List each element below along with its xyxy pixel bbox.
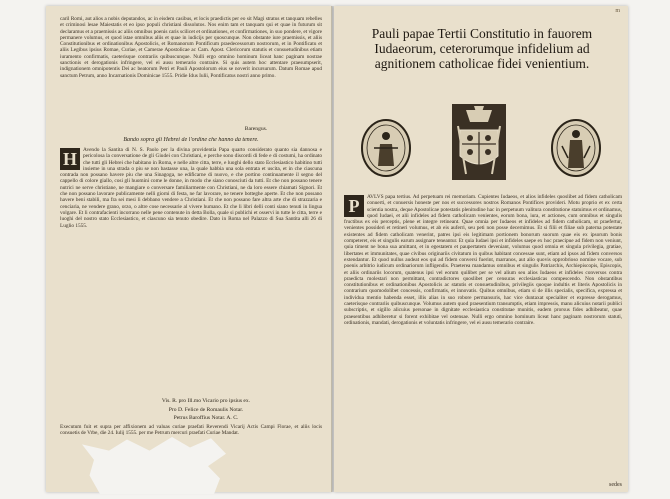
left-paragraph-2 bbox=[60, 147, 322, 395]
page-catchword: sedes bbox=[609, 482, 622, 488]
constitution-body bbox=[344, 194, 622, 484]
constitution-title: Pauli papae Tertii Constitutio in fauorem Iudaeorum, ceterorumque infidelium ad agnitionem catholicae fidei venientium. bbox=[371, 26, 593, 71]
papal-seal-icon bbox=[360, 118, 412, 178]
left-bando-heading: Bando sopra gli Hebrei de l'ordine che hanno da tenere. bbox=[123, 137, 259, 143]
left-paragraph-1: caril Romi, aut alios a nobis deputandos, ac in eisdem casibus, et locis praedictis per eo sit Magi stratus et tanquam rebelles et criminosi lesae Maiestatis et eo ipso populi christiani dissolutos. Nos enim tam et tanquam qui et quae in futurum sit declaramus et a praemissis ac aliis omnibus poenis caris scilicet et ordinationes, et confirmationes, in suo pondere, et vigore permanere volumus, et quod istae omnibus aliis et quae in iudicijs per quoscunque. Non obstante iure praemissis, et aliis Constitutionibus et ordinationibus Apostolicis, et Romanorum Pontificum praedecessorum nostrorum, et in Pontificatu et aliis Legibus ipsius Romae, Curiae, et Camerae Apostolicae ac Cam. Apost. Clericorum statutis et consuetudinibus etiam iuramento confirmatis, caeterisque contrariis quibuscunque. Nulli ergo omnino hominum liceat hanc paginam nostrae sanctionis et derogationis infringere, vel ei ausu temerario contraire. Si quis autem hoc attentare praesumpserit, indignationem omnipotentis Dei ac beatorum Petri et Pauli Apostolorum eius se noverit incursurum. Datum Romae apud sanctum Petrum, anno Incarnationis Dominicae 1555. Pridie Idus Iulii, Pontificatus nostri anno primo. bbox=[60, 16, 322, 79]
left-signature-barengus: Barengus. bbox=[244, 126, 268, 132]
constitution-text: AVLVS papa tertius. Ad perpetuam rei memoriam. Cupientes Iudaeos, et alios infideles quoslibet ad fidem catholicam conuerti, et conuersis honeste per nos et successores nostros Romanos Pontifices provideri. Motu proprio et ex certa scientia nostra, deque Apostolicae potestatis plenitudine hac in perpetuum valitura constitutione statuimus et ordinamus, quod Iudaei, et alii infideles ad fidem catholicam venientes, eorum bona, iura, et actiones, cum omnibus et singulis fructibus ex eis perceptis, plene et integre retineant. Quae omnia per Iudaeos et infideles ad fidem catholicam, ut praefertur, venientes possideri et retineri volumus, et ab eis auferri, seu peti non posse decernimus. Et si filii et filiae sub paterna potestate existentes ad fidem catholicam venerint, patres ipsi eis legitimam portionem bonorum suorum quae eis ex ipsorum bonis competeret, eis et singulis earum assignare teneantur. Et quia Iudaei ipsi et infideles saepe ex hoc praecipue ad fidem non veniunt, quia timent ne bona sua amittant, et in egestatem et paupertatem deveniant, volumus quod omnia et singula privilegia, gratiae, libertates et immunitates, quae civibus originariis civitatum in quibus habitant concessae sunt, etiam ad ipsos ad fidem conversos extendantur. Et quod nullus audeat eos qui ad fidem conversi fuerint, marranos, aut alio quovis opprobrioso nomine vocare, sub poenis arbitrio iudicum ordinariorum infligendis. Praeterea mandamus omnibus et singulis Patriarchis, Archiepiscopis, Episcopis, et aliis ordinariis locorum, quatenus ipsi vel eorum quilibet per se vel alium seu alios Iudaeos et infideles conversos contra praedicta molestari non permittant, contradictores quoslibet per censuras ecclesiasticas compescendo. Non obstantibus constitutionibus et ordinationibus Apostolicis ac statutis et consuetudinibus, privilegiis quoque indultis et literis Apostolicis in contrarium quomodolibet concessis, confirmatis, et innovatis. Quibus omnibus, etiam si de illis specialis, specifica, expressa et individua mentio habenda esset, illis alias in suo robore permansuris, hac vice duntaxat specialiter et expresse derogamus, caeterisque contrariis quibuscunque. Volumus autem quod praesentium transumptis, etiam impressis, manu alicuius notarii publici subscriptis, et sigillo alicuius personae in dignitate ecclesiastica constitutae munitis, eadem prorsus fides adhibeatur, quae praesentibus adhiberetur si forent exhibitae vel ostensae. Nulli ergo omnino hominum liceat hanc paginam nostrorum statuti, ordinationis, mandati, derogationis et voluntatis infringere, vel ei ausu temerario contraire. bbox=[344, 194, 622, 326]
left-signature-2: Vis. R. pro Ill.mo Vicario pro ipsius ex. bbox=[161, 398, 251, 404]
saint-medallion-icon bbox=[550, 118, 602, 178]
left-signature-4: Petrus Baroffius Notar. A. C. bbox=[173, 415, 239, 421]
left-signature-3: Pro D. Felice de Romaulis Notar. bbox=[168, 407, 244, 413]
left-bando-text: Avendo la Santita di N. S. Paolo per la divina providentia Papa quarto considerato quanto sia dannosa e pericolosa la conversatione de gli Giudei con Christiani, e perche sono discordi di fede e di costumi, ha ordinato che tutti gli Hebrei che habitano in Roma, e nelle altre citta, terre, e luoghi dello stato Ecclesiastico habitino tutti insieme in una strada o piu se non bastasse una, la quale habbia una sola entrata et uscita, et in che ciascuna contrada non possano havere piu che una Sinagoga, ne edificarne di nuovo, e che portino continuamente il segno del cappello di colore giallo, cosi gli huomini come le donne, in modo che siano conosciuti da tutti. Et che non possano tenere nutrici ne serve christiane, ne mangiare o conversare familiarmente con Christiani, ne da loro essere chiamati Signori. Et che non possano lavorare publicamente nelli giorni di festa, ne far lavorare, ne tenere botteghe aperte. Et che non possano havere beni stabili, ma fra sei mesi li debbano vendere a Christiani. Et che non possano fare altra arte che di strazzaria e cenciaria, ne vendere grano, orzo, o altre cose necessarie al vivere humano. Et che li libri delli conti siano tenuti in lingua volgare. Et li contrafacienti incorrano nelle pene contenute in detta Bolla, quale si publichi et osservi in tutte le citta, terre e luoghi del nostro stato Ecclesiastico, et ciascuno sia tenuto obedire. Dato in Roma nel Palazzo di Sua Santita alli 26 di Luglio 1555. bbox=[60, 147, 322, 229]
left-paragraph-3: Executum fuit et supra per affixionem ad valuas curiae praefati Reverendi Vicarij Actis Campi Florae, et aliis locis consuetis de Vrbe, die 24. Iulij 1555. per me Petrum mercuri praefati Curiae Mandat. bbox=[60, 424, 322, 437]
papal-coat-of-arms-icon bbox=[452, 104, 506, 180]
decorated-initial-p: P bbox=[344, 195, 364, 217]
right-page bbox=[334, 6, 628, 492]
decorated-initial-h: H bbox=[60, 148, 80, 170]
folio-number: m bbox=[615, 8, 620, 14]
left-page bbox=[46, 6, 332, 492]
